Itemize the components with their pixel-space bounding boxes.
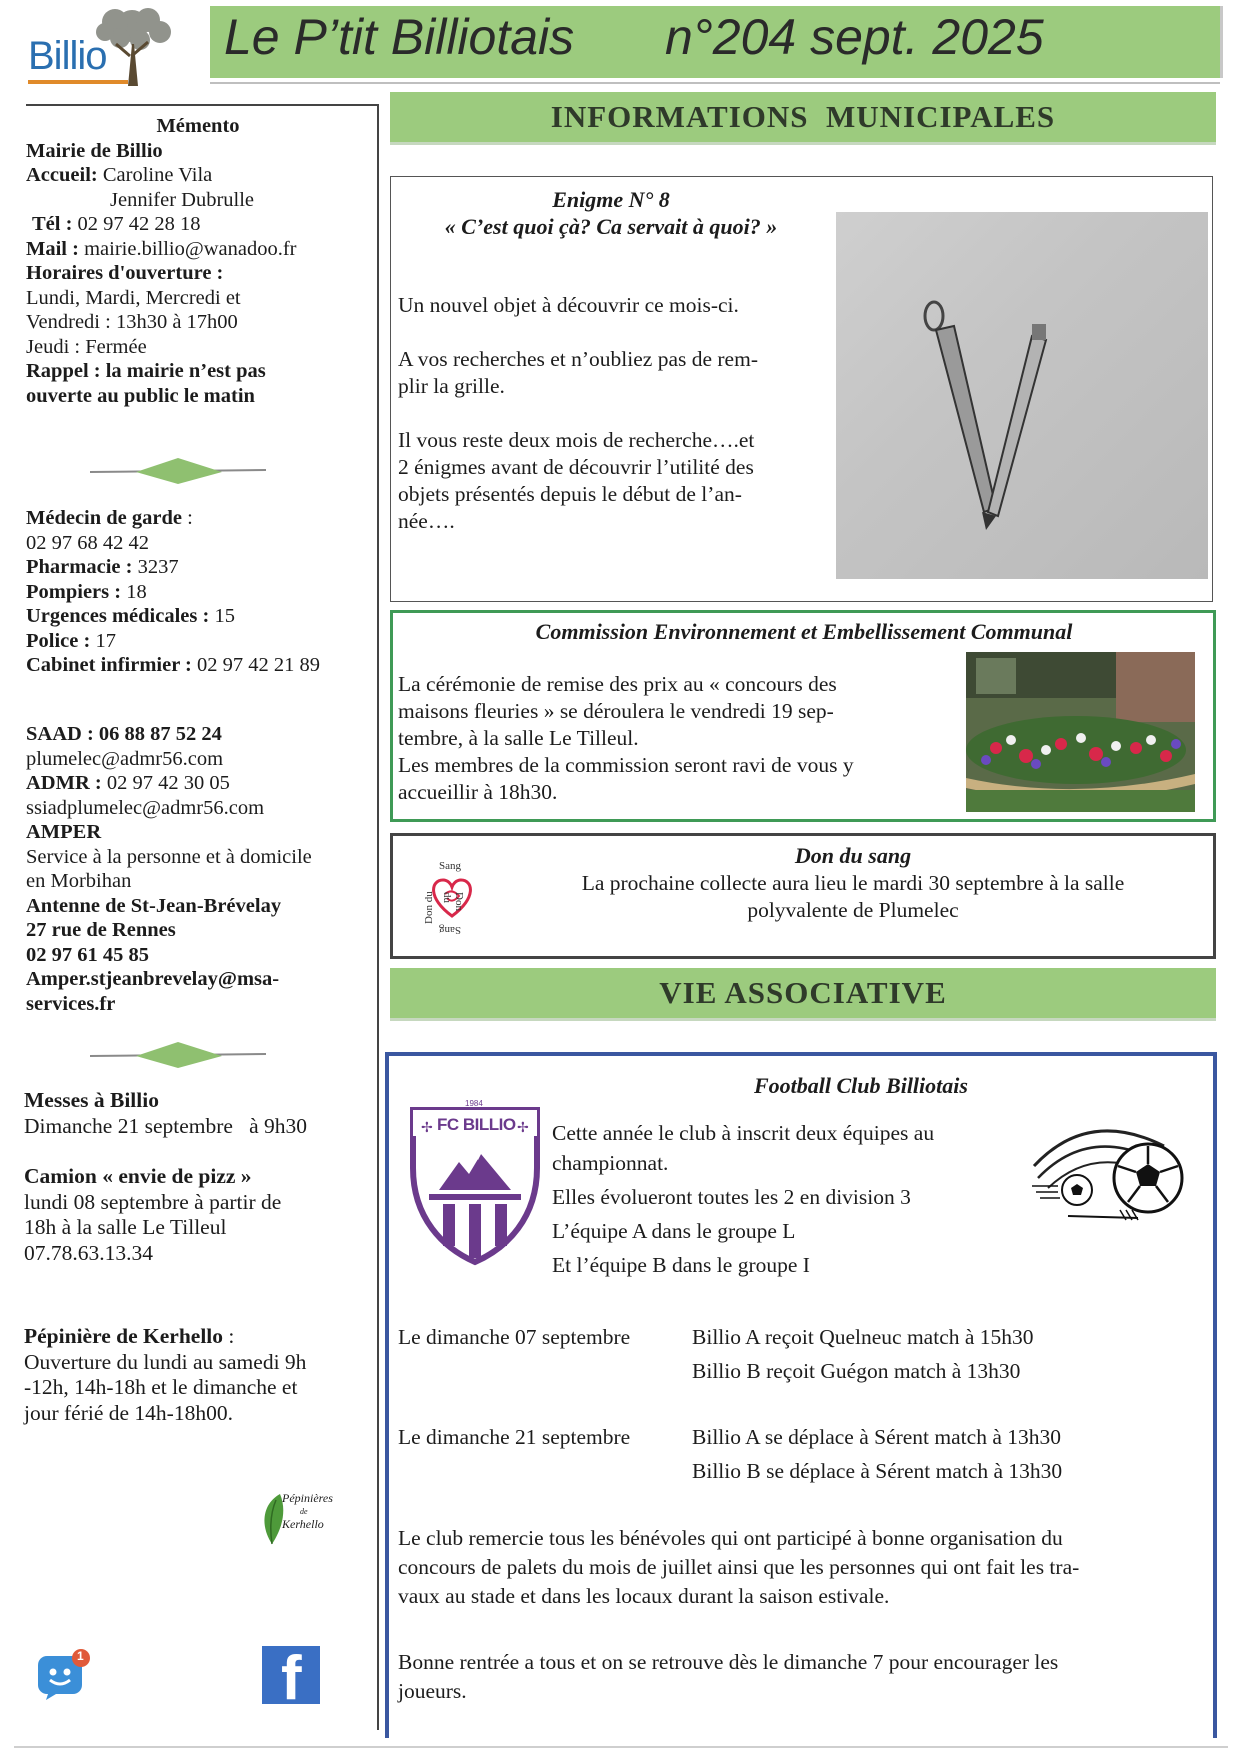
don-du-sang-text: La prochaine collecte aura lieu le mardi 30 septembre à la salle polyvalente de Plumelec	[581, 871, 1125, 922]
memento-block: Mémento Mairie de Billio Accueil: Caroline Vila Jennifer Dubrulle Tél : 02 97 42 28 18 Mail : mairie.billio@wanadoo.fr Horaires d'ouverture : Lundi, Mardi, Mercredi et Vendredi : 13h30 à 17h00 Jeudi : Fermée Rappel : la mairie n’est pas ouverte au public le matin	[26, 114, 370, 408]
match-1a: Billio A reçoit Quelneuc match à 15h30	[692, 1325, 1034, 1349]
facebook-icon[interactable]: f	[262, 1646, 320, 1704]
club-thanks: Le club remercie tous les bénévoles qui ont participé à bonne organisation du concours de palets du mois de juillet ainsi que les personnes qui ont fait les tra- vaux au stade et dans les locaux durant la saison estivale.	[398, 1526, 1080, 1608]
enigme-subtitle: « C’est quoi çà? Ca servait à quoi? »	[444, 214, 778, 239]
match-date-1: Le dimanche 07 septembre	[398, 1325, 631, 1349]
pepiniere-logo: Pépinières de Kerhello	[258, 1490, 348, 1550]
football-intro: Cette année le club à inscrit deux équipes au championnat. Elles évolueront toutes les 2 en division 3 L’équipe A dans le groupe L Et l’équipe B dans le groupe I	[552, 1121, 935, 1277]
match-list-2	[692, 1420, 1062, 1488]
issue-number: n°204 sept. 2025	[665, 9, 1044, 65]
bonne-rentree: Bonne rentrée a tous et on se retrouve dès le dimanche 7 pour encourager les joueurs.	[398, 1650, 1059, 1703]
match-date-2: Le dimanche 21 septembre	[398, 1425, 631, 1449]
accueil-name-1: Caroline Vila	[102, 164, 213, 186]
left-column-top-rule	[26, 104, 378, 106]
billio-logo	[20, 4, 185, 90]
divider-ornament-2	[88, 1036, 268, 1076]
rappel-note: Rappel : la mairie n’est pas ouverte au public le matin	[26, 360, 266, 407]
commission-text: La cérémonie de remise des prix au « concours des maisons fleuries » se déroulera le vendredi 19 sep- tembre, à la salle Le Tilleul. Les membres de la commission seront ravi de vous y accueillir à 18h30.	[398, 672, 854, 804]
match-1b: Billio B reçoit Guégon match à 13h30	[692, 1359, 1021, 1383]
page-bottom-rule	[14, 1746, 1228, 1748]
newsletter-title: Le P’tit Billiotais	[224, 9, 575, 65]
divider-ornament-1	[88, 452, 268, 492]
flower-bed-icon	[966, 652, 1195, 812]
match-list-1	[692, 1320, 1034, 1388]
section-banner-municipales: INFORMATIONS MUNICIPALES	[390, 92, 1216, 145]
agenda-block: Messes à Billio Dimanche 21 septembre à 9h30 Camion « envie de pizz » lundi 08 septembre à partir de 18h à la salle Le Tilleul 07.78.63.13.34 Pépinière de Kerhello : Ouverture du lundi au samedi 9h -12h, 14h-18h et le dimanche et jour férié de 14h-18h00.	[24, 1088, 307, 1425]
mairie-name: Mairie de Billio	[26, 139, 163, 162]
saad-line: SAAD : 06 88 87 52 24	[26, 723, 222, 745]
don-du-sang-title: Don du sang	[794, 843, 912, 868]
fc-billio-crest	[409, 1098, 541, 1266]
commission-title: Commission Environnement et Embellissement Communal	[535, 619, 1073, 644]
svg-text:✢: ✢	[517, 1119, 529, 1135]
match-2a: Billio A se déplace à Sérent match à 13h30	[692, 1425, 1061, 1449]
football-title: Football Club Billiotais	[754, 1073, 968, 1098]
soccer-ball-icon	[1028, 1116, 1188, 1232]
horaires-label: Horaires d'ouverture :	[26, 262, 224, 284]
match-2b: Billio B se déplace à Sérent match à 13h30	[692, 1459, 1063, 1483]
services-block: SAAD : 06 88 87 52 24 plumelec@admr56.com ADMR : 02 97 42 30 05 ssiadplumelec@admr56.com AMPER Service à la personne et à domicile en Morbihan Antenne de St-Jean-Brévelay 27 rue de Rennes 02 97 61 45 85 Amper.stjeanbrevelay@msa- services.fr	[26, 723, 312, 1015]
medecin-phone: 02 97 68 42 42	[26, 531, 149, 554]
notification-badge: 1	[77, 1649, 84, 1663]
enigme-title: Enigme N° 8	[552, 187, 670, 212]
memento-heading: Mémento	[156, 115, 240, 137]
section-banner-associative: VIE ASSOCIATIVE	[390, 968, 1216, 1021]
mairie-email[interactable]: mairie.billio@wanadoo.fr	[84, 237, 297, 260]
svg-text:✢: ✢	[421, 1119, 433, 1135]
enigme-text: Un nouvel objet à découvrir ce mois-ci. A vos recherches et n’oubliez pas de rem- plir la grille. Il vous reste deux mois de recherche….et 2 énigmes avant de découvrir l’utilité des objets présentés depuis le début de l’an- née….	[398, 293, 758, 533]
title-banner	[210, 6, 1223, 78]
accueil-name-2: Jennifer Dubrulle	[110, 188, 255, 211]
mairie-phone: 02 97 42 28 18	[77, 213, 201, 235]
logo-word: Billio	[28, 34, 107, 78]
column-divider	[377, 104, 379, 1730]
enigme-object-photo	[836, 212, 1208, 579]
urgences-block: Médecin de garde : 02 97 68 42 42 Pharmacie : 3237 Pompiers : 18 Urgences médicales : 15 Police : 17 Cabinet infirmier : 02 97 42 21 89	[26, 506, 370, 678]
crest-text: FC BILLIO	[437, 1115, 516, 1134]
crest-year: 1984	[465, 1099, 483, 1108]
mystery-tool-icon	[836, 212, 1208, 579]
flowers-photo	[966, 652, 1195, 812]
chat-notification-icon[interactable]	[36, 1648, 90, 1700]
soccer-balls-illustration	[1028, 1116, 1188, 1232]
header-rule	[210, 82, 1220, 84]
don-du-sang-logo: Sang Don du Don du Sang	[413, 858, 491, 938]
